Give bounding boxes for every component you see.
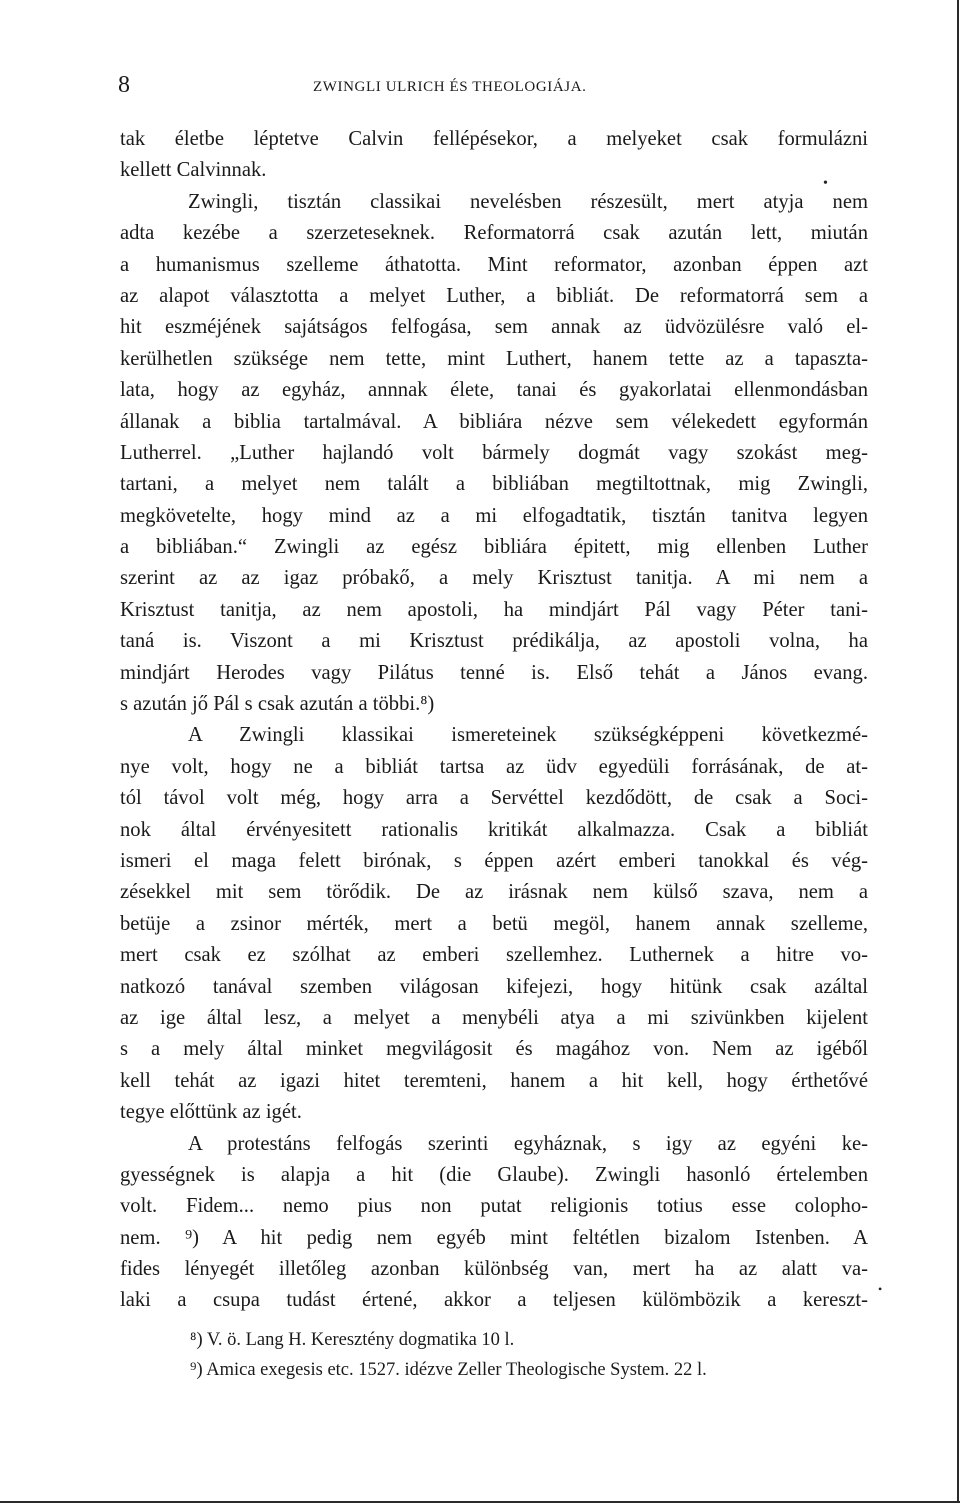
body-text	[120, 124, 868, 1317]
text-line: tegye előttünk az igét.	[120, 1101, 302, 1124]
text-line: kell tehát az igazi hitet teremteni, hanem a hit kell, hogy érthetővé	[120, 1069, 868, 1092]
text-line: laki a csupa tudást értené, akkor a teljesen külömbözik a kereszt-	[120, 1289, 868, 1312]
text-line: kerülhetlen szüksége nem tette, mint Luthert, hanem tette az a tapaszta-	[120, 347, 868, 370]
text-line: a bibliában.“ Zwingli az egész bibliára épitett, mig ellenben Luther	[120, 536, 868, 559]
text-line: volt. Fidem... nemo pius non putat religionis totius esse colopho-	[120, 1195, 868, 1218]
text-line: Krisztust tanitja, az nem apostoli, ha mindjárt Pál vagy Péter tani-	[120, 598, 868, 621]
text-line: hit eszméjének sajátságos felfogása, sem annak az üdvözülésre való el-	[120, 316, 868, 339]
text-line: Zwingli, tisztán classikai nevelésben részesült, mert atyja nem	[188, 190, 868, 213]
text-line: az ige által lesz, a melyet a menybéli atya a mi szivünkben kijelent	[120, 1006, 868, 1029]
text-line: betüje a zsinor mérték, mert a betü megöl, hanem annak szelleme,	[120, 912, 868, 935]
text-line: ismeri el maga felett birónak, s éppen azért emberi tanokkal és vég-	[120, 849, 868, 872]
text-line: tak életbe léptetve Calvin fellépésekor, a melyeket csak formulázni	[120, 128, 868, 150]
text-line: A protestáns felfogás szerinti egyháznak, s igy az egyéni ke-	[188, 1132, 868, 1155]
page-header	[118, 68, 868, 102]
page-number: 8	[118, 72, 130, 98]
text-line: tól távol volt még, hogy arra a Servéttel kezdődött, de csak a Soci-	[120, 787, 868, 810]
print-speck: •	[823, 176, 828, 191]
text-line: a humanismus szelleme áthatotta. Mint reformator, azonban éppen azt	[120, 253, 868, 276]
text-line: s a mely által minket megvilágosit és magához von. Nem az igéből	[120, 1038, 868, 1061]
text-line: Lutherrel. „Luther hajlandó volt bármely dogmát vagy szokást meg-	[120, 441, 868, 464]
text-line: mert csak ez szólhat az emberi szellemhez. Luthernek a hitre vo-	[120, 944, 868, 967]
text-line: taná is. Viszont a mi Krisztust prédikálja, az apostoli volna, ha	[120, 630, 868, 653]
text-line: kellett Calvinnak.	[120, 159, 267, 182]
text-line: lata, hogy az egyház, annnak élete, tanai és gyakorlatai ellenmondásban	[120, 379, 868, 402]
text-line: s azután jő Pál s csak azután a többi.⁸)	[120, 693, 435, 716]
text-line: A Zwingli klassikai ismereteinek szükségképpeni következmé-	[188, 724, 868, 747]
text-line: mindjárt Herodes vagy Pilátus tenné is. Első tehát a János evang.	[120, 661, 868, 684]
text-line: tartani, a melyet nem talált a bibliában megtiltottnak, mig Zwingli,	[120, 473, 868, 496]
text-line: szerint az az igaz próbakő, a mely Krisztust tanitja. A mi nem a	[120, 567, 868, 590]
page-edge-right	[957, 0, 959, 1503]
text-line: állanak a biblia tartalmával. A bibliára nézve sem vélekedett egyformán	[120, 410, 868, 433]
text-line: nye volt, hogy ne a bibliát tartsa az üdv egyedüli forrásának, de at-	[120, 755, 868, 778]
text-line: nok által érvényesitett rationalis kritikát alkalmazza. Csak a bibliát	[120, 818, 868, 841]
text-line: az alapot választotta a melyet Luther, a bibliát. De reformatorrá sem a	[120, 284, 868, 307]
text-line: megkövetelte, hogy mind az a mi elfogadtatik, tisztán tanitva legyen	[120, 504, 868, 527]
footnote: ⁹) Amica exegesis etc. 1527. idézve Zeller Theologische System. 22 l.	[190, 1360, 707, 1380]
text-line: nem. ⁹) A hit pedig nem egyéb mint feltétlen bizalom Istenben. A	[120, 1226, 868, 1249]
footnotes	[190, 1325, 880, 1385]
print-speck: •	[878, 1282, 883, 1296]
text-line: fides lényegét illetőleg azonban különbség van, mert ha az alatt va-	[120, 1258, 868, 1281]
running-title: ZWINGLI ULRICH ÉS THEOLOGIÁJA.	[313, 79, 587, 95]
footnote: ⁸) V. ö. Lang H. Keresztény dogmatika 10 l.	[190, 1330, 515, 1350]
text-line: adta kezébe a szerzeteseknek. Reformatorrá csak azután lett, miután	[120, 222, 868, 245]
text-line: gyességnek is alapja a hit (die Glaube). Zwingli hasonló értelemben	[120, 1163, 868, 1186]
text-line: natkozó tanával szemben világosan kifejezi, hogy hitünk csak azáltal	[120, 975, 868, 998]
text-line: zésekkel mit sem törődik. De az irásnak nem külső szava, nem a	[120, 881, 868, 904]
